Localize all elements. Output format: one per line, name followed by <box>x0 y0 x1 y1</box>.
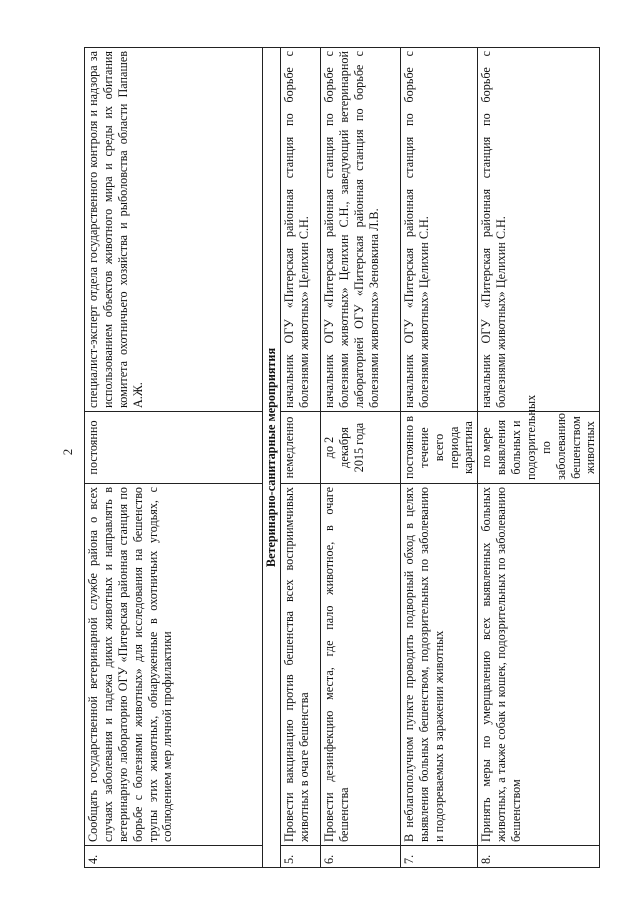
row-number: 6. <box>320 846 400 868</box>
page-number: 2 <box>60 448 75 456</box>
measure-responsible: начальник ОГУ «Питерская районная станция по борьбе с болезнями животных» Целихин С.Н. <box>280 48 320 412</box>
table-row <box>320 48 400 868</box>
measure-responsible: начальник ОГУ «Питерская районная станция по борьбе с болезнями животных» Целихин С.Н., заведующий ветеринарной лабораторией ОГУ «Питерская районная станция по борьбе с болезнями животных» Зеновкина Л.В. <box>320 48 400 412</box>
measure-description: Принять меры по умерщвлению всех выявленных больных животных, а также собак и кошек, подозрительных по заболеванию бешенством <box>478 484 600 846</box>
measure-description: Провести дезинфекцию места, где пало животное, в очаге бешенства <box>320 484 400 846</box>
measure-term: постоянно в течение всего периода карантина <box>400 412 477 484</box>
section-header-row <box>263 48 281 868</box>
measures-table <box>84 47 600 868</box>
measure-term: по мере выявления больных и подозрительных по заболеванию бешенством животных <box>478 412 600 484</box>
measure-description: Провести вакцинацию против бешенства всех восприимчивых животных в очаге бешенства <box>280 484 320 846</box>
measure-description: В неблагополучном пункте проводить подворный обход в целях выявления больных бешенством, подозрительных по заболеванию и подозреваемых в заражении животных <box>400 484 477 846</box>
measure-responsible: начальник ОГУ «Питерская районная станция по борьбе с болезнями животных» Целихин С.Н. <box>400 48 477 412</box>
row-number: 8. <box>478 846 600 868</box>
measure-description: Сообщать государственной ветеринарной службе района о всех случаях заболевания и падежа диких животных и направлять в ветеринарную лабораторию ОГУ «Питерская районная станция по борьбе с болезнями животных» для исследования на бешенство трупы этих животных, обнаруженные в охотничьих угодьях, с соблюдением мер личной профилактики <box>85 484 263 846</box>
table-row <box>280 48 320 868</box>
measure-term: немедленно <box>280 412 320 484</box>
row-number: 7. <box>400 846 477 868</box>
measure-responsible: специалист-эксперт отдела государственного контроля и надзора за использованием объектов животного мира и среды их обитания комитета охотничьего хозяйства и рыболовства области Папашев А.Ж. <box>85 48 263 412</box>
table-row <box>85 48 263 868</box>
rotated-table-container <box>84 48 598 868</box>
measure-responsible: начальник ОГУ «Питерская районная станция по борьбе с болезнями животных» Целихин С.Н. <box>478 48 600 412</box>
row-number: 5. <box>280 846 320 868</box>
measure-term: постоянно <box>85 412 263 484</box>
measure-term: до 2 декабря 2015 года <box>320 412 400 484</box>
row-number: 4. <box>85 846 263 868</box>
section-title: Ветеринарно-санитарные мероприятия <box>263 48 281 868</box>
table-row <box>400 48 477 868</box>
table-row <box>478 48 600 868</box>
